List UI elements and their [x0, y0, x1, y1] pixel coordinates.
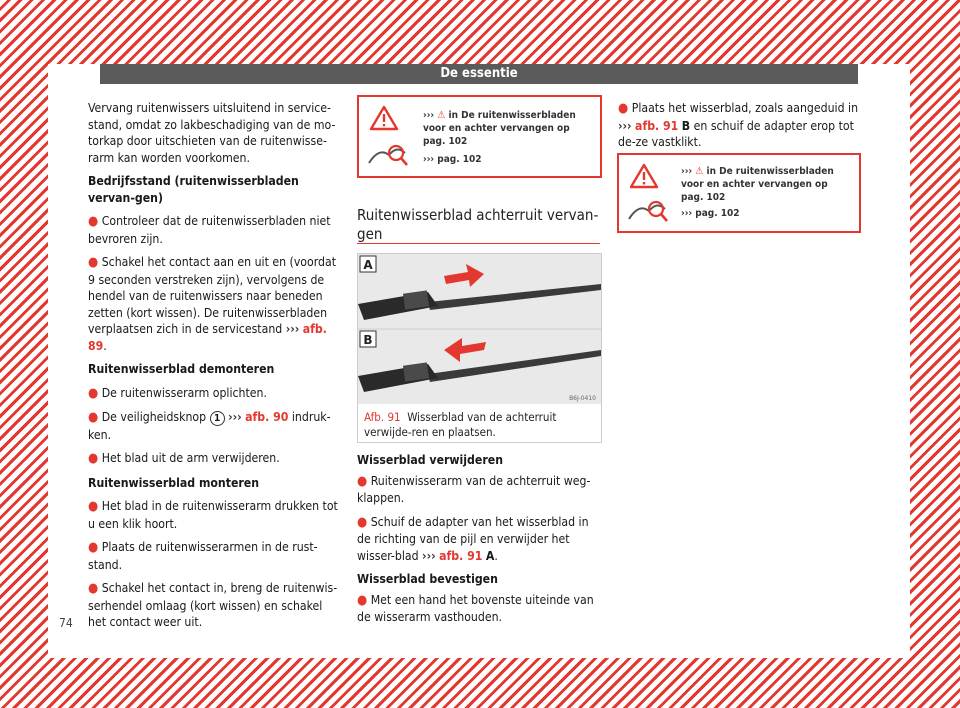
wiper-illustration: [358, 254, 601, 404]
book-reference-icon: [627, 197, 671, 225]
warning-page-ref[interactable]: ››› pag. 102: [681, 208, 740, 219]
figure-label-a: A: [363, 258, 373, 272]
bullet-icon: ●: [88, 410, 99, 425]
remove-heading: Ruitenwisserblad demonteren: [88, 362, 275, 376]
bullet-icon: ●: [357, 592, 368, 608]
bullet-icon: ●: [357, 514, 368, 530]
figure-caption: Afb. 91 Wisserblad van de achterruit verwijde-ren en plaatsen.: [364, 410, 557, 439]
figure-ref-link[interactable]: afb. 90: [245, 410, 289, 424]
page-number: 74: [59, 616, 73, 630]
column-right: [618, 100, 860, 158]
list-item: ● Schakel het contact in, breng de ruitenwis-serhendel omlaag (kort wissen) en schakel het contact weer uit.: [88, 581, 338, 629]
list-item: ● Het blad uit de arm verwijderen.: [88, 451, 280, 466]
bullet-icon: ●: [88, 255, 99, 270]
column-left: [88, 100, 338, 638]
figure-91: [357, 253, 602, 443]
figure-ref-link[interactable]: afb. 91: [635, 118, 679, 133]
list-item: ● Ruitenwisserarm van de achterruit weg-klappen.: [357, 473, 591, 505]
section-divider: [357, 243, 600, 244]
list-item: ● Schakel het contact aan en uit en (voordat 9 seconden verstreken zijn), vervolgens de hendel van de ruitenwissers naar beneden zetten (kort wissen). De ruitenwisserbladen verplaatsen zich in de servicestand ››› afb. 89.: [88, 255, 336, 353]
warning-triangle-icon: [629, 163, 659, 189]
figure-code: B6J-0410: [569, 395, 596, 402]
callout-number: 1: [210, 411, 225, 426]
mount-heading: Ruitenwisserblad monteren: [88, 475, 260, 490]
book-reference-icon: [367, 141, 411, 169]
figure-ref-link[interactable]: afb. 91: [439, 548, 483, 563]
list-item: ● Plaats de ruitenwisserarmen in de rust-stand.: [88, 540, 318, 572]
list-item: ● Plaats het wisserblad, zoals aangeduid in ››› afb. 91 B en schuif de adapter erop tot de-ze vastklikt.: [618, 101, 859, 149]
figure-ref-link[interactable]: afb. 89: [88, 322, 327, 353]
list-item: ● Controleer dat de ruitenwisserbladen niet bevroren zijn.: [88, 214, 331, 246]
list-item: ● De veiligheidsknop 1 ››› afb. 90 indruk-ken.: [88, 410, 331, 442]
warning-text: ››› ⚠ in De ruitenwisserbladen voor en achter vervangen op pag. 102: [423, 110, 576, 147]
figure-label-b: B: [363, 333, 373, 347]
service-heading: Bedrijfsstand (ruitenwisserbladen vervan-gen): [88, 174, 299, 205]
bullet-icon: ●: [88, 581, 99, 596]
list-item: ● Met een hand het bovenste uiteinde van de wisserarm vasthouden.: [357, 592, 594, 624]
warning-triangle-icon: [369, 105, 399, 131]
list-item: ● De ruitenwisserarm oplichten.: [88, 385, 267, 401]
bullet-icon: ●: [88, 499, 99, 514]
intro-text: Vervang ruitenwissers uitsluitend in service-stand, omdat zo lakbeschadiging van de mo-torkap door uitschieten van de ruitenwisse-rarm kan worden voorkomen.: [88, 101, 336, 165]
bullet-icon: ●: [88, 540, 99, 555]
list-item: ● Het blad in de ruitenwisserarm drukken tot u een klik hoort.: [88, 499, 338, 531]
bullet-icon: ●: [88, 451, 99, 466]
section-title: Ruitenwisserblad achterruit vervan-gen: [357, 206, 599, 243]
warning-page-ref[interactable]: ››› pag. 102: [423, 154, 482, 165]
bullet-icon: ●: [88, 385, 99, 401]
bullet-icon: ●: [618, 101, 629, 116]
list-item: ● Schuif de adapter van het wisserblad in de richting van de pijl en verwijder het wisser-blad ››› afb. 91 A.: [357, 514, 589, 563]
column-middle: [357, 452, 602, 633]
bullet-icon: ●: [357, 473, 368, 489]
warning-text: ››› ⚠ in De ruitenwisserbladen voor en achter vervangen op pag. 102: [681, 166, 834, 203]
fix-blade-heading: Wisserblad bevestigen: [357, 572, 498, 586]
remove-blade-heading: Wisserblad verwijderen: [357, 453, 504, 467]
page-header: De essentie: [100, 64, 858, 84]
warning-box: [617, 153, 861, 233]
warning-box: [357, 95, 602, 178]
bullet-icon: ●: [88, 214, 99, 229]
